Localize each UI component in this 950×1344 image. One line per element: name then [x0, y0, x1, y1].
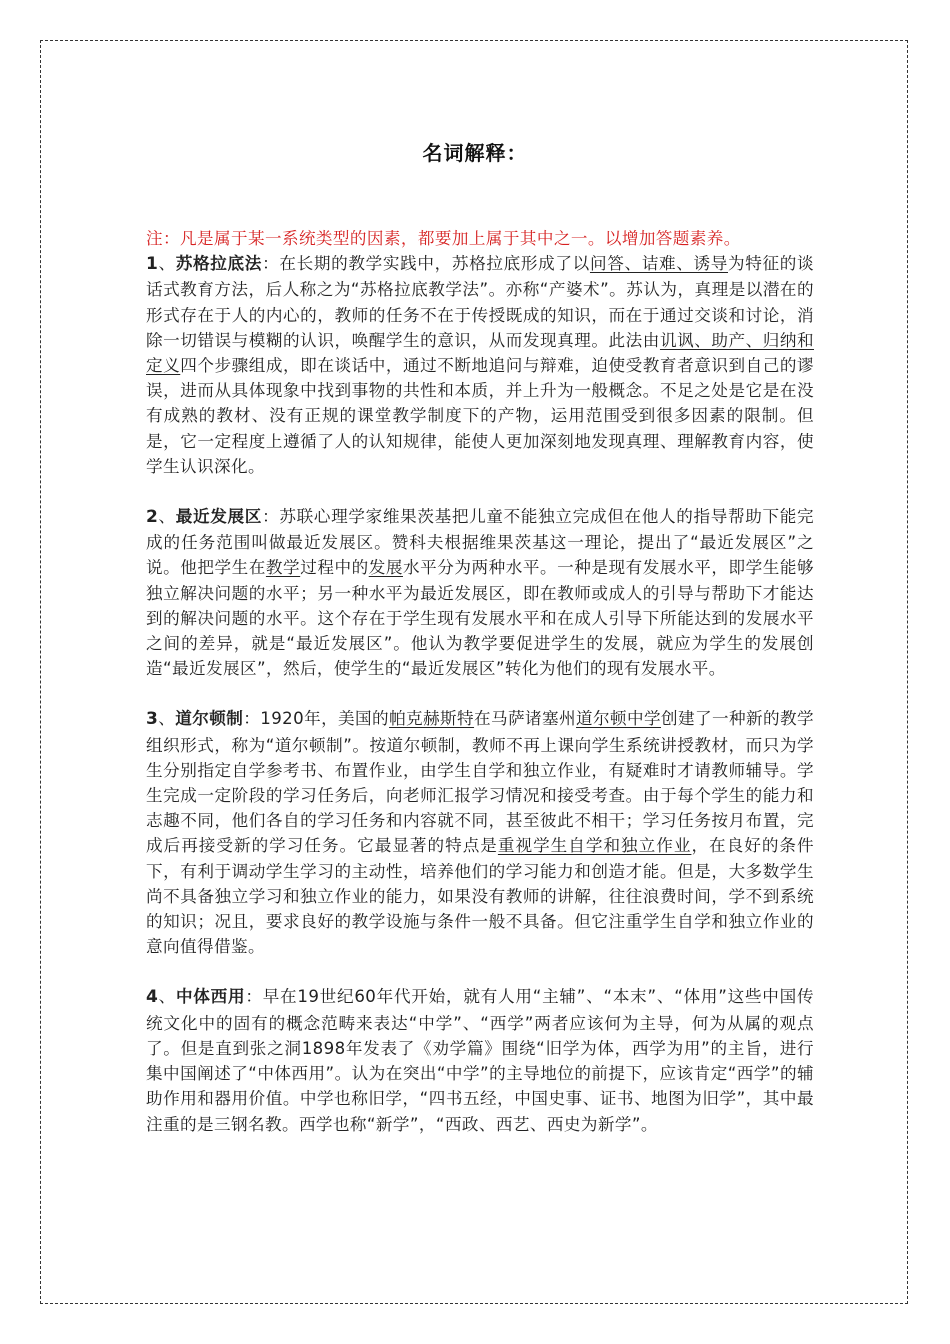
entry-dalton-plan	[146, 706, 814, 959]
entry-text	[146, 984, 814, 1136]
underlined-keyword: 讥讽、助产、归纳和定义	[146, 330, 814, 376]
entry-text-segment: 为特征的谈话式教育方法，后人称之为“苏格拉底教学法”。亦称“产婆术”。苏认为，真理是以潜在的形式存在于人的内心的，教师的任务不在于传授既成的知识，而在于通过交谈和讨论，消除一切错误与模糊的认识，唤醒学生的意识，从而发现真理。此法由	[146, 254, 815, 350]
entry-text-segment: 创建了一种新的教学组织形式，称为“道尔顿制”。按道尔顿制，教师不再上课向学生系统讲授教材，而只为学生分别指定自学参考书、布置作业，由学生自学和独立作业，有疑难时才请教师辅导。学生完成一定阶段的学习任务后，向老师汇报学习情况和接受考查。由于每个学生的能力和志趣不同，他们各自的学习任务和内容就不同，甚至彼此不相干；学习任务按月布置，完成后再接受新的学习任务。它最显著的特点是	[146, 709, 814, 856]
note-line: 注：凡是属于某一系统类型的因素，都要加上属于其中之一。以增加答题素养。	[146, 229, 741, 248]
entry-text-segment: 水平分为两种水平。一种是现有发展水平，即学生能够独立解决问题的水平；另一种水平为最近发展区，即在教师或成人的引导与帮助下才能达到的解决问题的水平。这个存在于学生现有发展水平和在成人引导下所能达到的发展水平之间的差异，就是“最近发展区”。他认为教学要促进学生的发展，就应为学生的发展创造“最近发展区”，然后，使学生的“最近发展区”转化为他们的现有发展水平。	[146, 558, 814, 679]
entry-separator: 、	[158, 254, 176, 274]
entry-text	[146, 706, 814, 959]
entry-term: 最近发展区	[175, 507, 263, 527]
entry-separator: 、	[158, 987, 176, 1007]
entry-colon: ：	[262, 254, 280, 274]
entry-number: 4	[146, 987, 159, 1008]
entry-text-segment: 在长期的教学实践中，苏格拉底形成了以	[279, 254, 590, 274]
entry-term: 中体西用	[175, 987, 246, 1007]
entry-chinese-learning-western-use	[146, 984, 814, 1136]
entry-term: 苏格拉底法	[175, 254, 263, 274]
entry-number: 1	[146, 254, 159, 275]
entry-text	[146, 251, 814, 479]
entry-colon: ：	[262, 507, 280, 527]
entry-text-segment: 在马萨诸塞州	[474, 709, 577, 729]
entry-text-segment: 早在19世纪60年代开始，就有人用“主辅”、“本末”、“体用”这些中国传统文化中的固有的概念范畴来表达“中学”、“西学”两者应该何为主导，何为从属的观点了。但是直到张之洞1898年发表了《劝学篇》围绕“旧学为体，西学为用”的主旨，进行集中国阐述了“中体西用”。认为在突出“中学”的主导地位的前提下，应该肯定“西学”的辅助作用和器用价值。中学也称旧学，“四书五经，中国史事、证书、地图为旧学”，其中最注重的是三钢名教。西学也称“新学”，“西政、西艺、西史为新学”。	[146, 987, 814, 1134]
underlined-keyword: 问答、诘难、诱导	[589, 254, 729, 274]
entry-text	[146, 504, 814, 681]
underlined-keyword: 道尔顿中学	[576, 709, 662, 729]
underlined-keyword: 教学	[265, 558, 301, 578]
entry-number: 3	[146, 709, 159, 730]
entry-colon: ：	[245, 987, 263, 1007]
entry-text-segment: 过程中的	[300, 558, 369, 578]
entry-socratic-method	[146, 251, 814, 479]
entry-zone-of-proximal-development	[146, 504, 814, 681]
entry-number: 2	[146, 507, 159, 528]
entry-separator: 、	[158, 709, 176, 729]
entry-text-segment: 1920年，美国的	[260, 709, 390, 729]
underlined-keyword: 帕克赫斯特	[389, 709, 475, 729]
entry-term: 道尔顿制	[175, 709, 244, 729]
document-body	[146, 226, 814, 1162]
page-title: 名词解释：	[422, 141, 528, 165]
underlined-keyword: 发展	[368, 558, 403, 578]
entry-colon: ：	[243, 709, 261, 729]
entry-separator: 、	[158, 507, 176, 527]
entry-text-segment: 四个步骤组成，即在谈话中，通过不断地追问与辩难，迫使受教育者意识到自己的谬误，进而从具体现象中找到事物的共性和本质，并上升为一般概念。不足之处是它是在没有成熟的教材、没有正规的课堂教学制度下的产物，运用范围受到很多因素的限制。但是，它一定程度上遵循了人的认知规律，能使人更加深刻地发现真理、理解教育内容，使学生认识深化。	[146, 356, 814, 476]
entry-text-segment: 苏联心理学家维果茨基把儿童不能独立完成但在他人的指导帮助下能完成的任务范围叫做最近发展区。赞科夫根据维果茨基这一理论，提出了“最近发展区”之说。他把学生在	[146, 507, 815, 578]
entry-text-segment: ，在良好的条件下，有利于调动学生学习的主动性，培养他们的学习能力和创造才能。但是，大多数学生尚不具备独立学习和独立作业的能力，如果没有教师的讲解，往往浪费时间，学不到系统的知识；况且，要求良好的教学设施与条件一般不具备。但它注重学生自学和独立作业的意向值得借鉴。	[146, 836, 814, 957]
underlined-keyword: 重视学生自学和独立作业	[497, 836, 692, 856]
